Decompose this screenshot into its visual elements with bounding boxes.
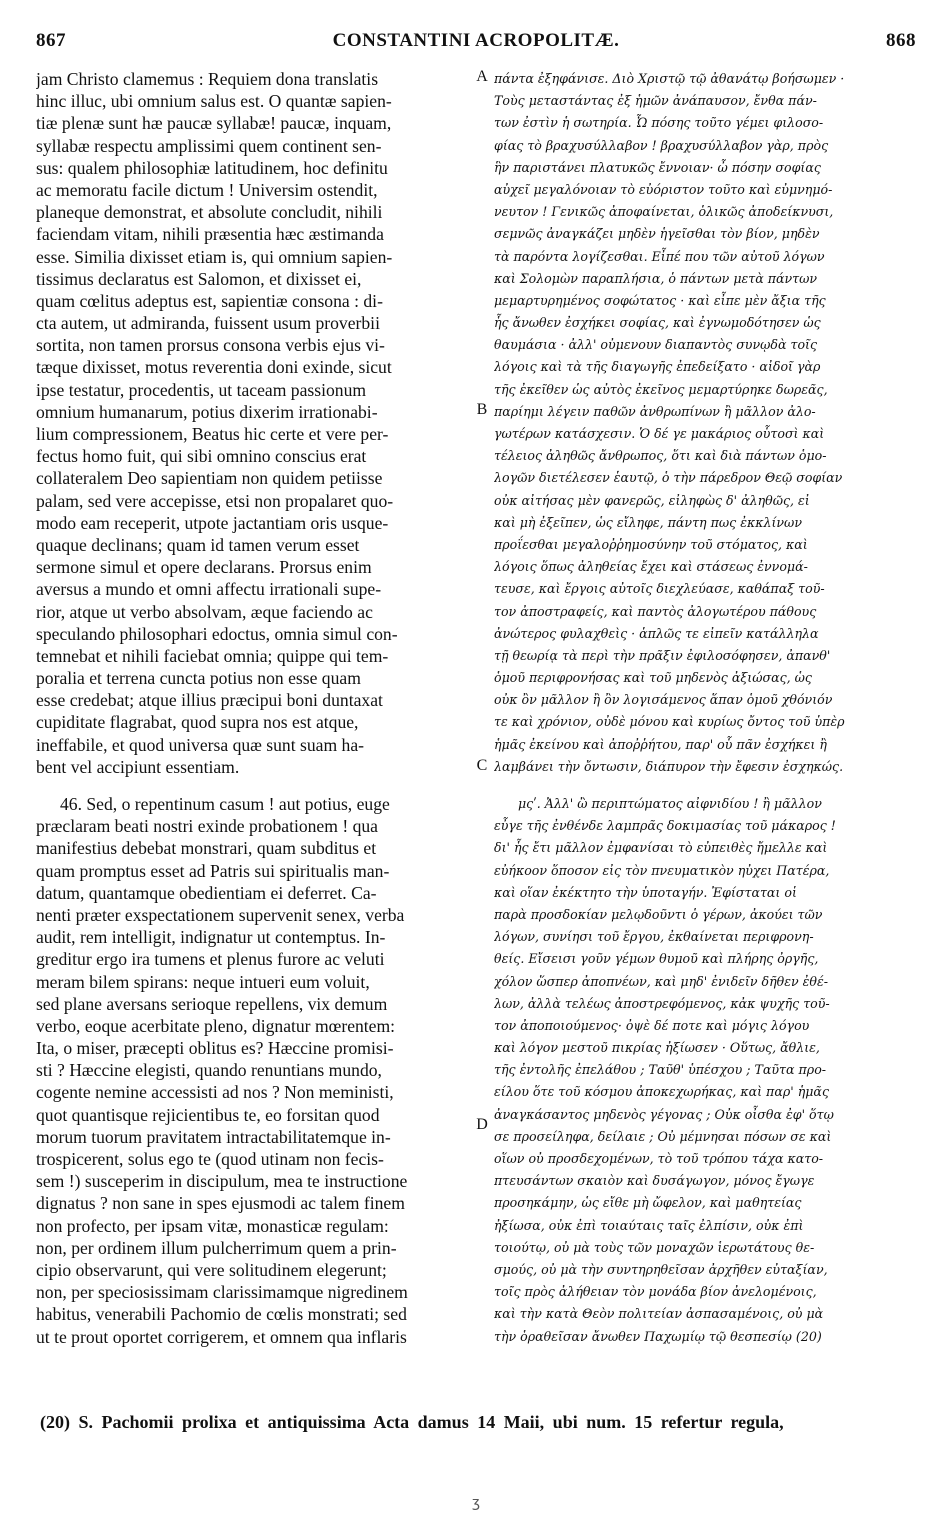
latin-text-line: planeque demonstrat, et absolute concludit, nihili — [36, 202, 383, 223]
latin-text-line: sem !) susceperim in discipulum, mea te instructione — [36, 1171, 408, 1192]
footer-mark: ʒ — [471, 1495, 481, 1511]
greek-text-line: προΐεσθαι μεγαλοῤῥημοσύνην τοῦ στόματος, καὶ — [494, 536, 808, 552]
latin-text-line: ipse testatur, procedentis, ut taceam passionum — [36, 379, 367, 400]
greek-text-line: μςʹ. Ἀλλ' ὢ περιπτώματος αἰφνιδίου ! ἢ μᾶλλον — [518, 796, 822, 811]
greek-text-line: λων, ἀλλὰ τελέως ἀποστρεφόμενος, κἀκ ψυχῆς τοῦ- — [494, 995, 830, 1011]
page-header — [36, 30, 916, 56]
greek-text-line: ἧς ἄνωθεν ἐσχήκει σοφίας, καὶ ἐγνωμοδότησεν ὡς — [494, 315, 821, 331]
greek-text-line: τῆς ἐκεῖθεν ὡς αὐτὸς ἐκεῖνος μεμαρτύρηκε δωρεᾶς, — [494, 381, 828, 397]
footnote: (20) S. Pachomii prolixa et antiquissima Acta damus 14 Maii, ubi num. 15 refertur regula, — [40, 1412, 784, 1432]
greek-text-line: καὶ Σολομὼν παραπλήσια, ὁ πάντων μετὰ πάντων — [494, 270, 818, 286]
greek-text-line: λόγοις ὅπως ἀληθείας ἔχει καὶ στάσεως ἐννομά- — [494, 559, 808, 575]
latin-text-line: sortita, non tamen prorsus consona verbis ejus vi- — [36, 335, 385, 356]
latin-text-line: temnebat et nihili faciebat omnia; quippe qui tem- — [36, 645, 389, 666]
latin-text-line: quam promptus esset ad Patris sui spiritualis man- — [36, 860, 390, 881]
latin-text-line: cipio observarunt, qui vere solitudinem elegerunt; — [36, 1259, 387, 1280]
latin-text-line: nenti præter exspectationem supervenit senex, verba — [36, 904, 405, 925]
latin-text-line: sus: qualem philosophiæ latitudinem, hoc definitu — [36, 157, 388, 178]
greek-text-line: πάντα ἐξηφάνισε. Διὸ Χριστῷ τῷ ἀθανάτῳ βοήσωμεν · — [494, 71, 845, 86]
margin-marker-d: D — [476, 1116, 488, 1133]
greek-text-line: τὴν ὁραθεῖσαν ἄνωθεν Παχωμίῳ τῷ θεσπεσίῳ (20) — [494, 1328, 822, 1344]
greek-text-line: ἡμᾶς ἐκείνου καὶ ἀποῤῥήτου, παρ' οὗ πᾶν ἐσχήκει ἢ — [494, 736, 827, 752]
greek-text-line: ἣν παριστάνει πλατυκῶς ἔννοιαν· ὦ πόσην σοφίας — [494, 159, 821, 175]
greek-text-line: προσηκάμην, ὡς εἴθε μὴ ὤφελον, καὶ μαθητείας — [494, 1195, 802, 1211]
right-page-number: 868 — [886, 30, 916, 51]
greek-text-line: οὐκ ὂν μᾶλλον ἢ ὂν λογισάμενος ἅπαν ὁμοῦ χθόνιόν — [494, 692, 833, 708]
greek-text-line: τοῖς πρὸς ἀλήθειαν τὸν μονάδα βίον ἀνελομένοις, — [494, 1284, 817, 1300]
greek-column — [494, 68, 917, 1348]
greek-text-line: σεμνῶς ἀναγκάζει μηδὲν ἡγεῖσθαι τὸν βίον, μηδὲν — [494, 226, 820, 242]
latin-text-line: rior, atque ut verbo absolvam, æque faciendo ac — [36, 601, 373, 622]
greek-text-line: θαυμάσια · ἀλλ' οὐμενουν διαπαντὸς συνῳδὰ τοῖς — [494, 337, 818, 353]
latin-text-line: poralia et terrena cuncta potius non esse quam — [36, 668, 361, 689]
latin-text-line: manifestius debebat monstrari, quam subditus et — [36, 838, 377, 859]
greek-text-line: ἠξίωσα, οὐκ ἐπὶ τοιαύταις ταῖς ἐλπίσιν, οὐκ ἐπὶ — [494, 1217, 804, 1233]
greek-text-line: εὐήκοον ὅποσον εἰς τὸν πνευματικὸν ηὐχει Πατέρα, — [494, 862, 830, 878]
left-page-number: 867 — [36, 30, 66, 51]
latin-text-line: cupiditate flagrabat, quod supra nos est atque, — [36, 712, 359, 733]
greek-text-line: οἵων οὐ προσδεχομένων, τὸ τοῦ τρόπου τάχα κατο- — [494, 1151, 824, 1166]
latin-text-line: datum, quantamque obedientiam ei deferret. Ca- — [36, 882, 377, 903]
greek-text-line: παρὰ προσδοκίαν μελῳδοῦντι ὁ γέρων, ἀκούει τῶν — [494, 906, 823, 922]
greek-text-line: τέλειος ἀληθῶς ἄνθρωπος, ὅτι καὶ διὰ πάντων ὁμο- — [494, 448, 827, 464]
greek-text-line: οὐκ αἰτήσας μὲν φανερῶς, εἰληφὼς δ' ἀληθῶς, εἰ — [494, 492, 810, 508]
latin-text-line: hinc illuc, ubi omnium salus est. O quantæ sapien- — [36, 91, 392, 112]
paragraph-gap — [494, 778, 917, 793]
greek-text-line: λόγων, συνίησι τοῦ ἔργου, ἐκθαίνεται περιφρονη- — [494, 929, 814, 945]
latin-text-line: collateralem Deo sapientiam non quidem petiisse — [36, 468, 383, 489]
greek-text-line: τον ἀποστραφείς, καὶ παντὸς ἀλογωτέρου πάθους — [494, 603, 817, 619]
latin-text-line: tissimus declaratus est Salomon, et dixisset ei, — [36, 268, 362, 289]
latin-text-line: greditur ergo ira tumens et plenus furore ac veluti — [36, 949, 385, 970]
greek-text-line: σε προσείληφα, δείλαιε ; Οὐ μέμνησαι πόσων σε καὶ — [494, 1128, 832, 1144]
greek-text-line: τῇ θεωρίᾳ τὰ περὶ τὴν πρᾶξιν ἐφιλοσόφησεν, ἀπανθ' — [494, 647, 831, 663]
latin-text-line: tiæ plenæ sunt hæ paucæ syllabæ! paucæ, inquam, — [36, 113, 392, 134]
latin-text-line: sed plane aversans serioque repellens, vix demum — [36, 993, 388, 1014]
latin-text-line: modo eam receperit, utpote jactantiam oris usque- — [36, 512, 389, 533]
latin-text-line: jam Christo clamemus : Requiem dona translatis — [36, 69, 379, 89]
greek-text-line: καὶ λόγον μεστοῦ πικρίας ἠξίωσεν · Οὕτως, ἄθλιε, — [494, 1040, 820, 1056]
latin-text-line: speculando philosophari edoctus, omnia simul con- — [36, 623, 398, 644]
margin-marker-b: B — [476, 401, 488, 418]
latin-text-line: audit, rem intelligit, indignatur ut contemptus. In- — [36, 927, 386, 948]
greek-text-line: Τοὺς μεταστάντας ἐξ ἡμῶν ἀνάπαυσον, ἔνθα πάν- — [494, 93, 817, 109]
greek-text-line: καὶ μὴ ἐξεῖπεν, ὡς εἴληφε, πάντη πως ἐκκλίνων — [494, 514, 802, 530]
latin-text-line: lium compressionem, Beatus hic certe et vere per- — [36, 424, 389, 444]
greek-text-line: τον ἀποποιούμενος· ὀψὲ δέ ποτε καὶ μόγις λόγου — [494, 1017, 810, 1033]
latin-text-line: sermone simul et opere declarans. Prorsus enim — [36, 557, 372, 578]
greek-text-line: ὁμοῦ περιφρονήσας καὶ τοῦ μηδενὸς ἀξιώσας, ὡς — [494, 670, 812, 686]
latin-text-line: ut te prout oportet corrigerem, et omnem qua inflaris — [36, 1326, 407, 1347]
latin-text-line: quot quantisque rejicientibus te, eo forsitan quod — [36, 1104, 380, 1125]
greek-text-line: λόγοις καὶ τὰ τῆς διαγωγῆς ἐπεδείξατο · αἰδοῖ γὰρ — [494, 359, 821, 375]
latin-text-line: non profecto, per ipsam vitæ, monasticæ regulam: — [36, 1215, 389, 1236]
greek-text-line: φίας τὸ βραχυσύλλαβον ! βραχυσύλλαβον γὰρ, πρὸς — [494, 137, 829, 153]
greek-text-line: νευτον ! Γενικῶς ἀποφαίνεται, ὁλικῶς ἀποδείκνυσι, — [494, 204, 834, 220]
greek-text-line: τευσε, καὶ ἔργοις αὐτοῖς διεχλεύασε, καθάπαξ τοῦ- — [494, 581, 825, 597]
greek-text-line: ἀναγκάσαντος μηδενὸς γέγονας ; Οὐκ οἶσθα ἐφ' ὅτῳ — [494, 1106, 834, 1122]
greek-text-line: παρίημι λέγειν παθῶν ἀνθρωπίνων ἢ μᾶλλον ἀλο- — [494, 403, 816, 419]
latin-text-line: quam cœlitus adeptus est, sapientiæ consona : di- — [36, 290, 383, 311]
latin-text-line: trospicerent, solus ego te (quod utinam non fecis- — [36, 1149, 384, 1169]
latin-text-line: aversus a mundo et omni affectu irrationali supe- — [36, 579, 382, 600]
latin-text-line: fectus homo fuit, qui sibi omnino conscius erat — [36, 446, 367, 467]
greek-text-line: λογῶν διετέλεσεν ἑαυτῷ, ὁ τὴν πάρεδρον Θεῷ σοφίαν — [494, 470, 843, 486]
latin-text-line: cta autem, ut admiranda, fuissent usum proverbii — [36, 313, 380, 334]
greek-text-line: λαμβάνει τὴν ὄντωσιν, διάπυρον τὴν ἔφεσιν ἐσχηκώς. — [494, 758, 844, 774]
greek-text-line: μεμαρτυρημένος σοφώτατος · καὶ εἶπε μὲν ἄξια τῆς — [494, 292, 826, 308]
latin-text-line: ac memoratu facile dictum ! Universim ostendit, — [36, 179, 378, 200]
latin-text-line: esse credebat; atque illius præcipui boni duntaxat — [36, 690, 383, 711]
greek-text-line: των ἐστὶν ἡ σωτηρία. Ὦ πόσης τοῦτο γέμει φιλοσο- — [494, 115, 824, 131]
greek-text-line: γωτέρων κατάσχεσιν. Ὁ δέ γε μακάριος οὗτοσὶ καὶ — [494, 426, 825, 441]
latin-text-line: sti ? Hæccine elegisti, quando renuntians mundo, — [36, 1060, 382, 1081]
latin-text-line: ineffabile, et quod universa quæ sunt suam ha- — [36, 734, 365, 755]
latin-text-line: morum tuorum pravitatem intractabilitatemque in- — [36, 1126, 391, 1147]
latin-text-line: habitus, venerabili Pachomio de cœlis monstrati; sed — [36, 1304, 407, 1325]
paragraph-gap — [36, 778, 470, 793]
latin-text-line: omnium humanarum, potius dixerim irrationabi- — [36, 401, 378, 422]
margin-marker-a: A — [476, 68, 488, 85]
greek-text-line: δι' ἧς ἔτι μᾶλλον ἐμφανίσαι τὸ εὐπειθὲς ἤμελλε καὶ — [494, 840, 828, 856]
latin-text-line: 46. Sed, o repentinum casum ! aut potius, euge — [60, 794, 390, 814]
greek-text-line: τὰ παρόντα λογίζεσθαι. Εἶπέ που τῶν αὐτοῦ λόγων — [494, 248, 825, 264]
latin-text-line: quaque declinans; quam id tamen verum esset — [36, 534, 360, 555]
latin-column — [36, 68, 470, 1348]
latin-text-line: Ita, o miser, præcepti oblitus es? Hæccine promisi- — [36, 1038, 394, 1059]
latin-text-line: verbo, eoque acerbitate pleno, dignatur mœrentem: — [36, 1015, 396, 1036]
latin-text-line: non, per ordinem illum pulcherrimum quem a prin- — [36, 1237, 397, 1258]
latin-text-line: dignatus ? non sane in spes ejusmodi ac talem finem — [36, 1193, 405, 1214]
latin-text-line: præclaram beati nostri exinde probationem ! qua — [36, 816, 378, 837]
margin-marker-c: C — [476, 757, 488, 774]
greek-text-line: τῆς ἐντολῆς ἐπελάθου ; Ταῦθ' ὑπέσχου ; Ταῦτα προ- — [494, 1062, 827, 1078]
latin-text-line: faciendam vitam, nihili præsentia hæc æstimanda — [36, 224, 384, 245]
greek-text-line: σμούς, οὐ μὰ τὴν συντηρηθεῖσαν ἀρχῆθεν εὐταξίαν, — [494, 1261, 828, 1277]
greek-text-line: αὐχεῖ μεγαλόνοιαν τὸ εὐόριστον τοῦτο καὶ εὐμνημό- — [494, 181, 833, 197]
latin-text-line: meram bilem spirans: neque intueri eum voluit, — [36, 971, 370, 992]
latin-text-line: bent vel accipiunt essentiam. — [36, 756, 240, 777]
greek-text-line: θείς. Εἴσεισι γοῦν γέμων θυμοῦ καὶ πλήρης ὀργῆς, — [494, 951, 819, 967]
greek-text-line: καὶ τὴν κατὰ Θεὸν πολιτείαν ἀσπασαμένοις, οὐ μὰ — [494, 1306, 824, 1322]
latin-text-line: palam, sed vere accepisse, etsi non propalaret quo- — [36, 490, 394, 511]
latin-text-line: cogente nemine accessisti ad nos ? Non meministi, — [36, 1082, 394, 1103]
greek-text-line: τοιούτῳ, οὐ μὰ τοὺς τῶν μοναχῶν ἱερωτάτους θε- — [494, 1239, 815, 1255]
greek-text-line: ἀνώτερος φυλαχθεὶς · ἁπλῶς τε εἰπεῖν κατάλληλα — [494, 625, 819, 641]
latin-text-line: tæque dixisset, motus reverentia doni exinde, sicut — [36, 357, 392, 378]
running-title: CONSTANTINI ACROPOLITÆ. — [332, 30, 620, 51]
greek-text-line: πτευσάντων σκαιὸν καὶ δυσάγωγον, μόνος ἔγωγε — [494, 1173, 815, 1189]
greek-text-line: καὶ οἵαν ἐκέκτητο τὴν ὑποταγήν. Ἐφίσταται οἱ — [494, 884, 797, 900]
latin-text-line: esse. Similia dixisset etiam is, qui omnium sapien- — [36, 246, 393, 267]
latin-text-line: non, per speciosissimam clarissimamque nigredinem — [36, 1282, 408, 1303]
latin-text-line: syllabæ respectu amplissimi quem continent sen- — [36, 135, 382, 156]
greek-text-line: χόλον ὥσπερ ἀποπνέων, καὶ μηδ' ἐνιδεῖν δῆθεν ἐθέ- — [494, 973, 828, 989]
greek-text-line: τε καὶ χρόνιον, οὐδὲ μόνου καὶ κυρίως ὄντος τοῦ ὑπὲρ — [494, 714, 845, 730]
greek-text-line: εὖγε τῆς ἐνθένδε λαμπρᾶς δοκιμασίας τοῦ μάκαρος ! — [494, 818, 836, 834]
greek-text-line: είλου ὅτε τοῦ κόσμου ἀποκεχωρήκας, καὶ παρ' ἡμᾶς — [494, 1084, 829, 1100]
